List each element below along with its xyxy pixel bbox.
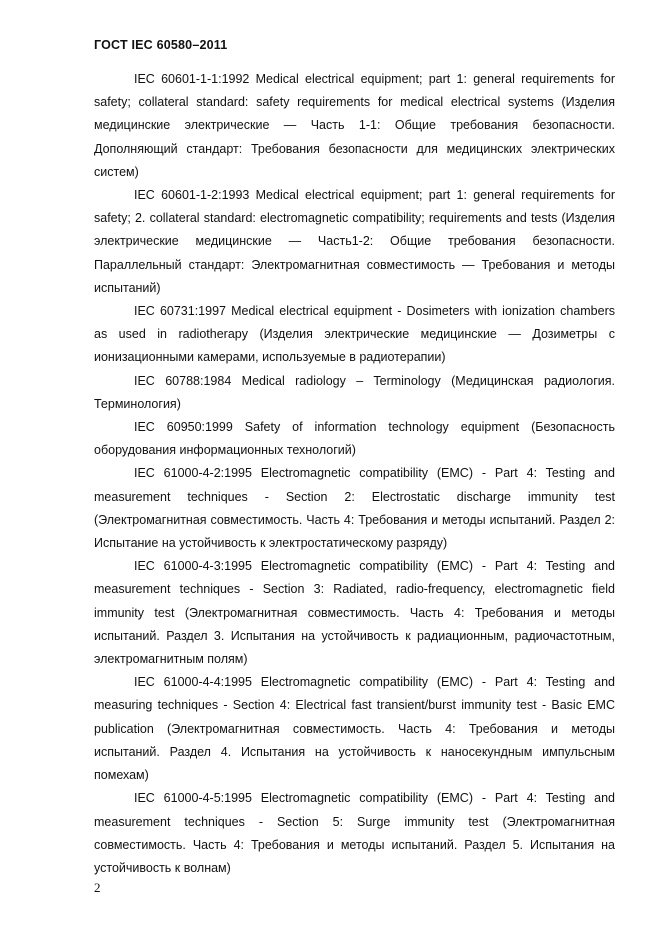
- page-number: 2: [94, 880, 101, 895]
- reference-entry: IEC 60601-1-2:1993 Medical electrical equipment; part 1: general requirements for safety; 2. collateral standard: electromagnetic compatibility; requirements and tests (Изделия электрические медицинские — Часть1-2: Общие требования безопасности. Параллельный стандарт: Электромагнитная совместимость — Требования и методы испытаний): [94, 188, 615, 295]
- reference-entry: IEC 61000-4-5:1995 Electromagnetic compatibility (EMC) - Part 4: Testing and measurement techniques - Section 5: Surge immunity test (Электромагнитная совместимость. Часть 4: Требования и методы испытаний. Раздел 5. Испытания на устойчивость к волнам): [94, 791, 615, 875]
- reference-entry: IEC 60601-1-1:1992 Medical electrical equipment; part 1: general requirements for safety; collateral standard: safety requirements for medical electrical systems (Изделия медицинские электрические — Часть 1-1: Общие требования безопасности. Дополняющий стандарт: Требования безопасности для медицинских электрических систем): [94, 72, 615, 179]
- document-header-title: ГОСТ IEC 60580–2011: [94, 38, 228, 52]
- reference-entry: IEC 60731:1997 Medical electrical equipment - Dosimeters with ionization chambers as used in radiotherapy (Изделия электрические медицинские — Дозиметры с ионизационными камерами, используемые в радиотерапии): [94, 304, 615, 365]
- reference-entry: IEC 61000-4-3:1995 Electromagnetic compatibility (EMC) - Part 4: Testing and measurement techniques - Section 3: Radiated, radio-frequency, electromagnetic field immunity test (Электромагнитная совместимость. Часть 4: Требования и методы испытаний. Раздел 3. Испытания на устойчивость к радиационным, радиочастотным, электромагнитным полям): [94, 559, 615, 667]
- normative-references-list: [94, 68, 615, 880]
- reference-entry: IEC 61000-4-4:1995 Electromagnetic compatibility (EMC) - Part 4: Testing and measuring techniques - Section 4: Electrical fast transient/burst immunity test - Basic EMC publication (Электромагнитная совместимость. Часть 4: Требования и методы испытаний. Раздел 4. Испытания на устойчивость к наносекундным импульсным помехам): [94, 675, 615, 783]
- reference-entry: IEC 60950:1999 Safety of information technology equipment (Безопасность оборудования информационных технологий): [94, 420, 615, 458]
- reference-entry: IEC 60788:1984 Medical radiology – Terminology (Медицинская радиология. Терминология): [94, 373, 615, 411]
- reference-entry: IEC 61000-4-2:1995 Electromagnetic compatibility (EMC) - Part 4: Testing and measurement techniques - Section 2: Electrostatic discharge immunity test (Электромагнитная совместимость. Часть 4: Требования и методы испытаний. Раздел 2: Испытание на устойчивость к электростатическому разряду): [94, 466, 615, 551]
